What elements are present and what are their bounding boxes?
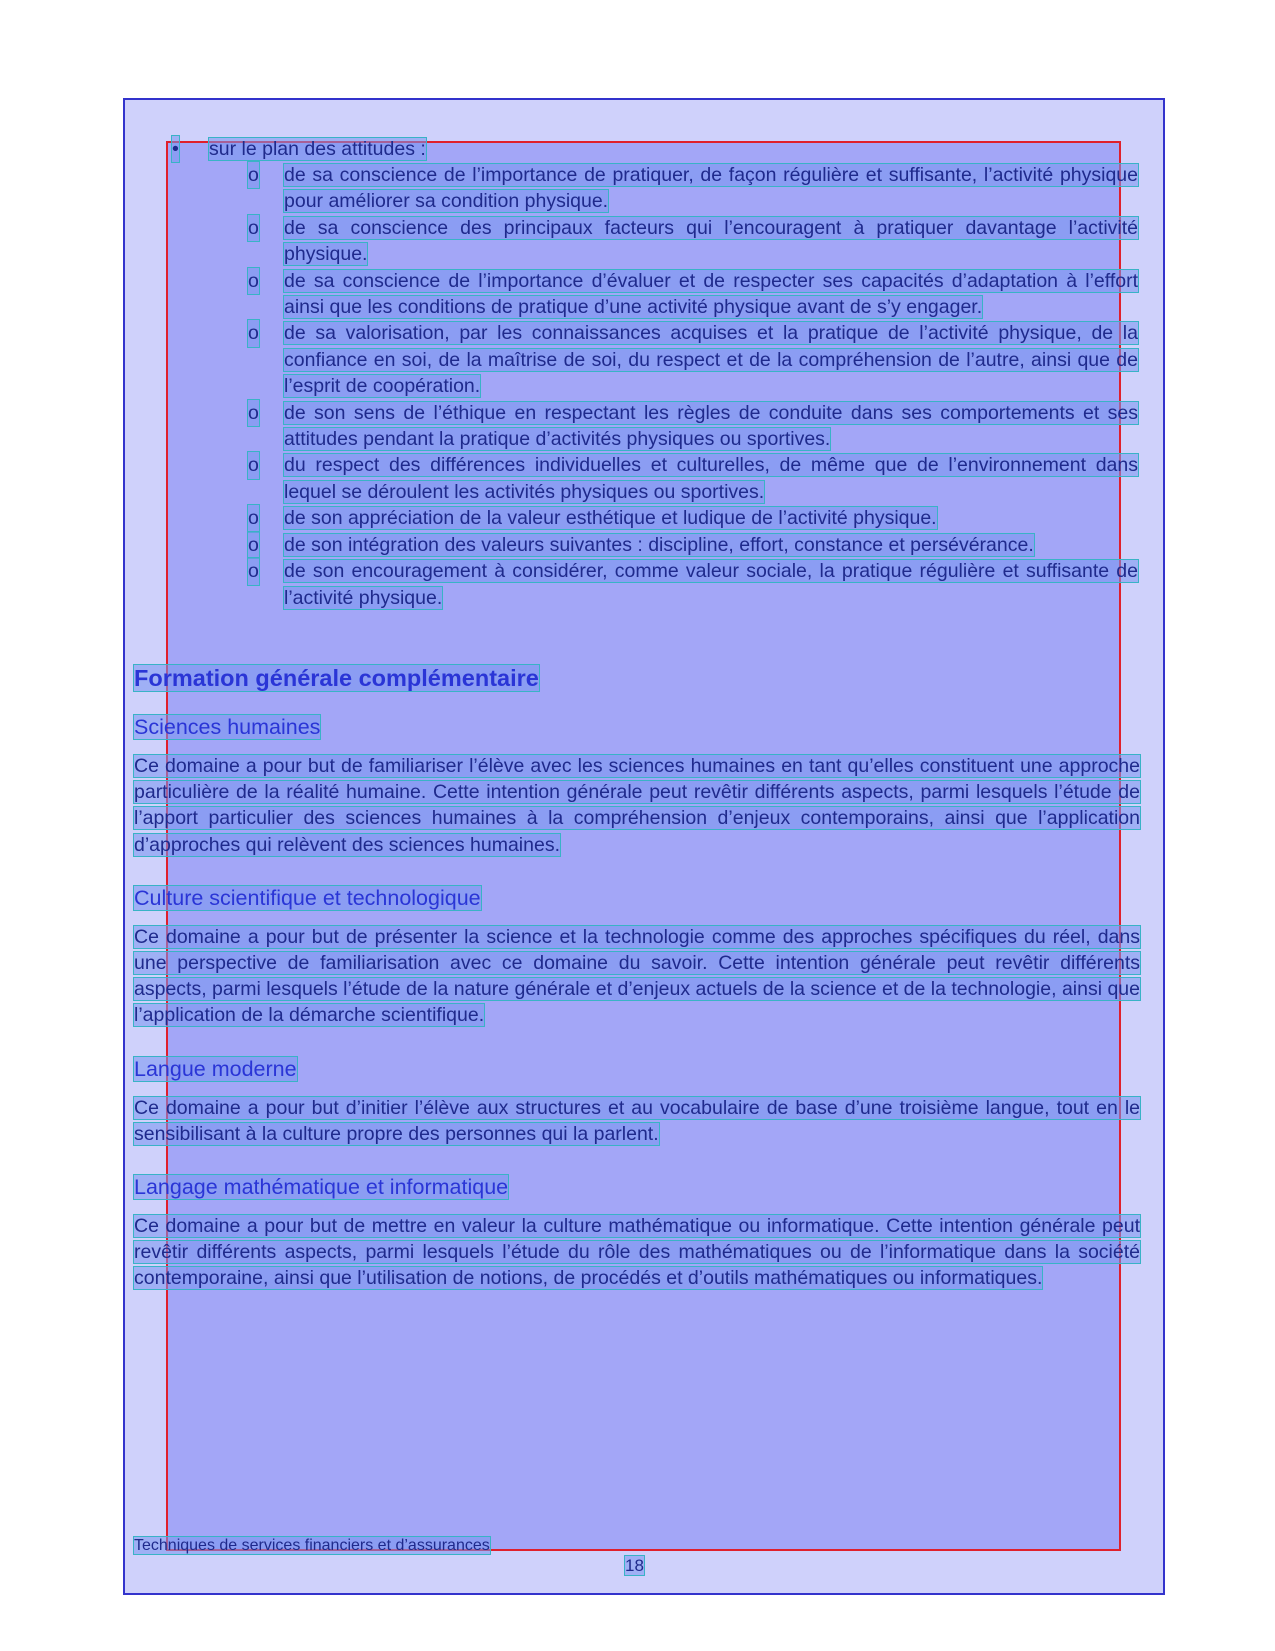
domain-title-culture-scientifique	[134, 884, 1140, 912]
circle-bullet-icon: o	[248, 505, 259, 531]
list-item-text: de son intégration des valeurs suivantes : discipline, effort, constance et persévérance.	[284, 533, 1034, 556]
domain-text-culture-scientifique	[134, 924, 1140, 1029]
domain-paragraph: Ce domaine a pour but de mettre en valeur la culture mathématique ou informatique. Cette intention générale peut revêtir différents aspects, parmi lesquels l’étude du rôle des mathématiques ou de l’informatique dans la société contemporaine, ainsi que l’utilisation de notions, de procédés et d’outils mathématiques ou informatiques.	[134, 1214, 1140, 1290]
circle-bullet-icon: o	[248, 532, 259, 558]
list-item	[248, 505, 1140, 531]
bullet-icon: •	[172, 138, 179, 160]
page-number	[625, 1556, 644, 1576]
list-item	[248, 558, 1140, 611]
circle-bullet-icon: o	[248, 558, 259, 584]
list-item-text: de son sens de l’éthique en respectant les règles de conduite dans ses comportements et ses attitudes pendant la pratique d’activités physiques ou sportives.	[284, 401, 1138, 451]
domain-paragraph: Ce domaine a pour but de présenter la science et la technologie comme des approches spécifiques du réel, dans une perspective de familiarisation avec ce domaine du savoir. Cette intention générale peut revêtir différents aspects, parmi lesquels l’étude de la nature générale et d’enjeux actuels de la science et de la technologie, ainsi que l’application de la démarche scientifique.	[134, 925, 1140, 1027]
domain-title-langue-moderne	[134, 1055, 1140, 1083]
circle-bullet-icon: o	[248, 452, 259, 478]
domain-title-text: Langue moderne	[134, 1056, 297, 1081]
circle-bullet-icon: o	[248, 320, 259, 346]
footer-program-text: Techniques de services financiers et d’assurances	[134, 1537, 490, 1554]
list-item-text: de son encouragement à considérer, comme valeur sociale, la pratique régulière et suffisante de l’activité physique.	[284, 560, 1138, 609]
attitudes-list	[134, 162, 1140, 611]
domain-text-sciences-humaines	[134, 753, 1140, 858]
list-item-text: de sa conscience de l’importance de pratiquer, de façon régulière et suffisante, l’activité physique pour améliorer sa condition physique.	[284, 164, 1138, 213]
circle-bullet-icon: o	[248, 162, 259, 188]
list-item	[248, 215, 1140, 268]
attitudes-lead-text: sur le plan des attitudes :	[209, 138, 426, 160]
list-item	[248, 162, 1140, 215]
list-item-text: de son appréciation de la valeur esthétique et ludique de l’activité physique.	[284, 507, 937, 530]
document-body	[134, 136, 1140, 1292]
domain-title-text: Langage mathématique et informatique	[134, 1174, 509, 1199]
domain-title-text: Sciences humaines	[134, 714, 321, 739]
circle-bullet-icon: o	[248, 400, 259, 426]
domain-text-langue-moderne	[134, 1095, 1140, 1147]
domain-paragraph: Ce domaine a pour but d’initier l’élève aux structures et au vocabulaire de base d’une troisième langue, tout en le sensibilisant à la culture propre des personnes qui la parlent.	[134, 1096, 1140, 1145]
list-item	[248, 320, 1140, 399]
page-number-text: 18	[625, 1556, 644, 1575]
list-item	[248, 268, 1140, 321]
section-title-text: Formation générale complémentaire	[134, 664, 539, 691]
domain-title-langage-mathematique	[134, 1173, 1140, 1201]
list-item-text: de sa conscience des principaux facteurs qui l’encouragent à pratiquer davantage l’activité physique.	[284, 216, 1138, 266]
list-item	[248, 400, 1140, 453]
list-item	[248, 532, 1140, 558]
domain-title-text: Culture scientifique et technologique	[134, 885, 481, 910]
section-title	[134, 663, 1140, 693]
list-item-text: de sa valorisation, par les connaissances acquises et la pratique de l’activité physique, de la confiance en soi, de la maîtrise de soi, du respect et de la compréhension de l’autre, ainsi que de l’esprit de coopération.	[284, 322, 1138, 398]
domain-text-langage-mathematique	[134, 1213, 1140, 1292]
circle-bullet-icon: o	[248, 215, 259, 241]
footer-program-name	[134, 1537, 490, 1555]
list-item-text: du respect des différences individuelles et culturelles, de même que de l’environnement dans lequel se déroulent les activités physiques ou sportives.	[284, 454, 1138, 503]
circle-bullet-icon: o	[248, 268, 259, 294]
attitudes-lead	[134, 136, 1140, 162]
list-item	[248, 452, 1140, 505]
list-item-text: de sa conscience de l’importance d’évaluer et de respecter ses capacités d’adaptation à l’effort ainsi que les conditions de pratique d’une activité physique avant de s’y engager.	[284, 269, 1138, 319]
domain-title-sciences-humaines	[134, 713, 1140, 741]
domain-paragraph: Ce domaine a pour but de familiariser l’élève avec les sciences humaines en tant qu’elles constituent une approche particulière de la réalité humaine. Cette intention générale peut revêtir différents aspects, parmi lesquels l’étude de l’apport particulier des sciences humaines à la compréhension d’enjeux contemporains, ainsi que l’application d’approches qui relèvent des sciences humaines.	[134, 754, 1140, 856]
